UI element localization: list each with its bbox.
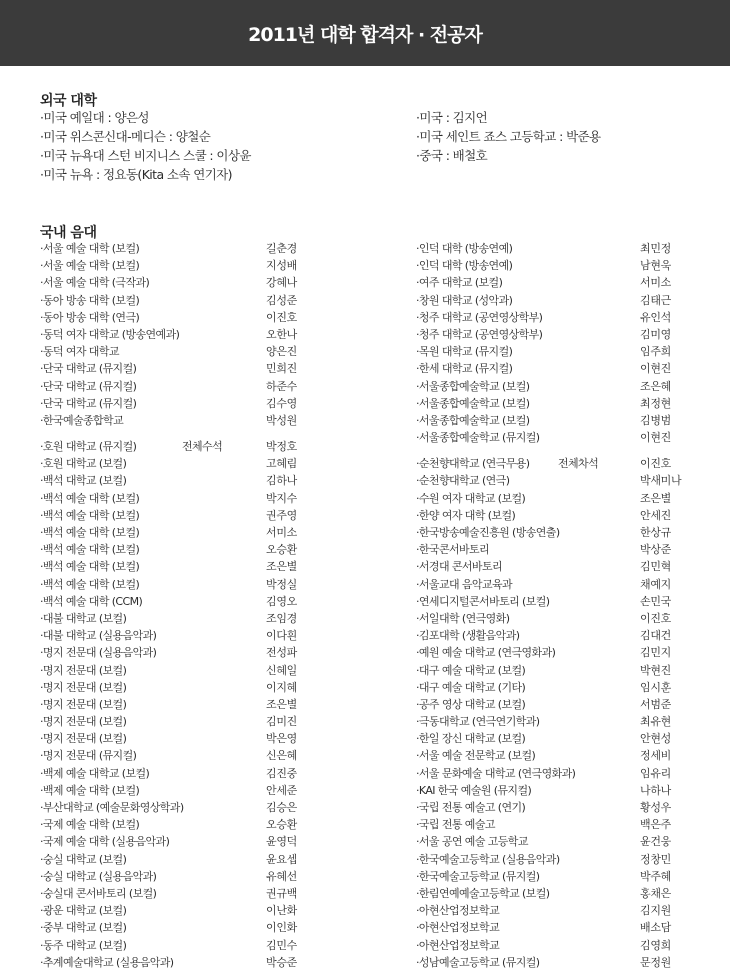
school-name: ·아현산업정보학교 [416, 921, 500, 935]
student-name: 최유현 [640, 715, 671, 729]
student-name: 한상규 [640, 526, 671, 539]
student-name: 김미진 [266, 715, 297, 729]
page-title: 2011년 대학 합격자 · 전공자 [248, 23, 482, 46]
school-name: ·연세디지털콘서바토리 (보컬) [416, 594, 550, 608]
school-name: ·단국 대학교 (뮤지컬) [40, 362, 137, 376]
admission-row [416, 919, 716, 936]
student-name: 김지원 [640, 904, 671, 918]
school-name: ·서울종합예술학교 (보컬) [416, 396, 530, 410]
student-name: 문정원 [640, 955, 671, 969]
admission-row [416, 576, 716, 593]
group-spacer [40, 429, 380, 438]
student-name: 조임경 [266, 611, 297, 625]
student-name: 박주혜 [640, 869, 671, 883]
school-name: ·서일대학 (연극영화) [416, 611, 510, 625]
school-name: ·공주 영상 대학교 (보컬) [416, 697, 526, 711]
abroad-list-item: ·미국 위스콘신대-메디슨 : 양철순 [40, 129, 211, 144]
admission-row [416, 429, 716, 446]
student-name: 황성우 [640, 801, 671, 814]
school-name: ·추계예술대학교 (실용음악과) [40, 955, 174, 969]
student-name: 박성원 [266, 413, 297, 427]
school-name: ·광운 대학교 (보컬) [40, 904, 127, 918]
admission-row [416, 309, 716, 326]
school-name: ·김포대학 (생활음악과) [416, 629, 520, 643]
student-name: 최정현 [640, 396, 671, 410]
abroad-list-item: ·미국 예일대 : 양은성 [40, 110, 149, 125]
student-name: 고혜림 [266, 457, 297, 471]
domestic-right-group-1 [416, 240, 716, 446]
admission-row [40, 799, 380, 816]
student-name: 조은별 [266, 697, 297, 711]
school-name: ·서울 예술 대학 (극작과) [40, 276, 150, 290]
section-title-abroad: 외국 대학 [40, 93, 97, 109]
admission-row [40, 679, 380, 696]
school-name: ·대구 예술 대학교 (기타) [416, 680, 526, 694]
school-name: ·백석 예술 대학 (CCM) [40, 594, 143, 608]
school-name: ·서울종합예술학교 (보컬) [416, 379, 530, 393]
student-name: 조은혜 [640, 379, 671, 393]
student-name: 배소담 [640, 921, 671, 935]
school-name: ·한국콘서바토리 [416, 543, 490, 557]
school-name: ·한림연예예술고등학교 (보컬) [416, 886, 550, 900]
school-name: ·국제 예술 대학 (보컬) [40, 818, 140, 832]
student-name: 이진호 [640, 611, 671, 625]
student-name: 김미영 [640, 327, 671, 341]
student-name: 홍채은 [640, 886, 671, 900]
student-name: 유혜선 [266, 869, 297, 883]
school-name: ·서울종합예술학교 (뮤지컬) [416, 431, 540, 445]
admission-row [416, 679, 716, 696]
admission-row [40, 730, 380, 747]
student-name: 정세비 [640, 749, 671, 763]
school-name: ·명지 전문대 (실용음악과) [40, 646, 157, 660]
student-name: 김영오 [266, 594, 297, 608]
school-name: ·백석 예술 대학 (보컬) [40, 526, 140, 539]
student-name: 이진호 [640, 457, 671, 471]
school-name: ·창원 대학교 (성악과) [416, 293, 513, 307]
student-name: 이지혜 [266, 680, 297, 694]
admission-row [416, 868, 716, 885]
student-name: 김민지 [640, 646, 671, 660]
school-name: ·서울교대 음악교육과 [416, 577, 513, 591]
school-name: ·중부 대학교 (보컬) [40, 921, 127, 935]
school-name: ·한국예술종합학교 [40, 413, 124, 427]
admission-row [40, 395, 380, 412]
school-name: ·명지 전문대 (보컬) [40, 697, 127, 711]
school-name: ·청주 대학교 (공연영상학부) [416, 310, 543, 324]
school-name: ·숭실 대학교 (실용음악과) [40, 869, 157, 883]
admission-row [40, 576, 380, 593]
student-name: 박상준 [640, 543, 671, 557]
school-name: ·국립 전통 예술고 [416, 818, 495, 832]
student-name: 이다흰 [266, 629, 297, 643]
school-name: ·백제 예술 대학 (보컬) [40, 783, 140, 797]
student-name: 신혜일 [266, 663, 297, 677]
domestic-right-group-2 [416, 455, 716, 971]
student-name: 박정호 [266, 440, 297, 454]
admission-row [40, 292, 380, 309]
school-name: ·아현산업정보학교 [416, 938, 500, 952]
school-name: ·백석 예술 대학 (보컬) [40, 577, 140, 591]
student-name: 김영희 [640, 938, 671, 952]
rank-note: 전체차석 [558, 457, 599, 471]
group-spacer [416, 446, 716, 455]
admission-row [40, 919, 380, 936]
student-name: 이인화 [266, 921, 297, 935]
student-name: 유인석 [640, 310, 671, 324]
admission-row [40, 490, 380, 507]
admission-row [40, 902, 380, 919]
school-name: ·서울 예술 전문학교 (보컬) [416, 749, 536, 763]
student-name: 안세진 [640, 508, 671, 522]
school-name: ·단국 대학교 (뮤지컬) [40, 379, 137, 393]
admission-row [40, 885, 380, 902]
admission-row [416, 902, 716, 919]
student-name: 박지수 [266, 491, 297, 505]
domestic-list-right [416, 240, 716, 971]
admission-row [40, 782, 380, 799]
admission-row [40, 257, 380, 274]
admission-row [40, 309, 380, 326]
school-name: ·명지 전문대 (뮤지컬) [40, 749, 137, 763]
admission-row [416, 851, 716, 868]
school-name: ·한양 여자 대학 (보컬) [416, 508, 516, 522]
student-name: 김승은 [266, 801, 297, 814]
admission-row [416, 954, 716, 971]
student-name: 양은진 [266, 345, 297, 359]
admission-row [416, 240, 716, 257]
student-name: 김민혁 [640, 560, 671, 574]
admission-row [416, 558, 716, 575]
student-name: 김태근 [640, 293, 671, 307]
admission-row [416, 747, 716, 764]
admission-row [40, 747, 380, 764]
admission-row [40, 610, 380, 627]
admission-row [40, 326, 380, 343]
school-name: ·한국방송예술진흥원 (방송연출) [416, 526, 560, 539]
school-name: ·서울 문화예술 대학교 (연극영화과) [416, 766, 576, 780]
admission-row [40, 851, 380, 868]
student-name: 김대건 [640, 629, 671, 643]
admission-row [40, 472, 380, 489]
admission-row [416, 541, 716, 558]
abroad-list-item: ·미국 뉴욕 : 정요동(Kita 소속 연기자) [40, 167, 232, 182]
admission-row [416, 885, 716, 902]
student-name: 전성파 [266, 646, 297, 660]
school-name: ·순천향대학교 (연극무용) [416, 457, 530, 471]
student-name: 안세준 [266, 783, 297, 797]
student-name: 김성준 [266, 293, 297, 307]
admission-row [416, 833, 716, 850]
school-name: ·백석 예술 대학 (보컬) [40, 508, 140, 522]
school-name: ·인덕 대학 (방송연예) [416, 242, 513, 255]
school-name: ·명지 전문대 (보컬) [40, 680, 127, 694]
admission-row [416, 610, 716, 627]
admission-row [40, 627, 380, 644]
school-name: ·순천향대학교 (연극) [416, 474, 510, 488]
school-name: ·한국예술고등학교 (실용음악과) [416, 852, 560, 866]
abroad-list-left [40, 108, 251, 184]
school-name: ·동덕 여자 대학교 (방송연예과) [40, 327, 180, 341]
school-name: ·한국예술고등학교 (뮤지컬) [416, 869, 540, 883]
admission-row [416, 292, 716, 309]
school-name: ·인덕 대학 (방송연예) [416, 259, 513, 273]
student-name: 이현진 [640, 431, 671, 445]
admission-row [416, 696, 716, 713]
student-name: 이진호 [266, 310, 297, 324]
school-name: ·백석 대학교 (보컬) [40, 474, 127, 488]
admission-row [416, 507, 716, 524]
school-name: ·한세 대학교 (뮤지컬) [416, 362, 513, 376]
school-name: ·서울 예술 대학 (보컬) [40, 259, 140, 273]
student-name: 손민국 [640, 594, 671, 608]
school-name: ·극동대학교 (연극연기학과) [416, 715, 540, 729]
student-name: 김민수 [266, 938, 297, 952]
school-name: ·동아 방송 대학 (연극) [40, 310, 140, 324]
student-name: 나하나 [640, 783, 671, 797]
school-name: ·동아 방송 대학 (보컬) [40, 293, 140, 307]
student-name: 하준수 [266, 379, 297, 393]
student-name: 조은별 [640, 491, 671, 505]
abroad-list-item: ·중국 : 배철호 [416, 148, 488, 163]
admission-row [416, 257, 716, 274]
school-name: ·KAI 한국 예술원 (뮤지컬) [416, 783, 532, 797]
school-name: ·백제 예술 대학교 (보컬) [40, 766, 150, 780]
admission-row [40, 360, 380, 377]
admission-row [40, 833, 380, 850]
student-name: 박승준 [266, 955, 297, 969]
school-name: ·예원 예술 대학교 (연극영화과) [416, 646, 556, 660]
admission-row [40, 558, 380, 575]
school-name: ·서울 예술 대학 (보컬) [40, 242, 140, 255]
admission-row [416, 816, 716, 833]
school-name: ·숭실대 콘서바토리 (보컬) [40, 886, 157, 900]
admission-row [416, 713, 716, 730]
student-name: 백은주 [640, 818, 671, 832]
student-name: 길춘경 [266, 242, 297, 255]
school-name: ·숭실 대학교 (보컬) [40, 852, 127, 866]
school-name: ·호원 대학교 (뮤지컬) [40, 440, 137, 454]
abroad-list-right [416, 108, 601, 165]
admission-row [416, 627, 716, 644]
section-title-domestic: 국내 음대 [40, 225, 97, 241]
student-name: 윤요셉 [266, 852, 297, 866]
admission-row [40, 954, 380, 971]
school-name: ·서울종합예술학교 (보컬) [416, 413, 530, 427]
school-name: ·성남예술고등학교 (뮤지컬) [416, 955, 540, 969]
admission-row [40, 412, 380, 429]
student-name: 채예지 [640, 577, 671, 591]
admission-row [416, 937, 716, 954]
school-name: ·대구 예술 대학교 (보컬) [416, 663, 526, 677]
student-name: 박현진 [640, 663, 671, 677]
admission-row [40, 662, 380, 679]
admission-row [416, 490, 716, 507]
admission-row [416, 326, 716, 343]
student-name: 남현욱 [640, 259, 671, 273]
page-header [0, 0, 730, 66]
domestic-left-group-1 [40, 240, 380, 429]
student-name: 이현진 [640, 362, 671, 376]
school-name: ·호원 대학교 (보컬) [40, 457, 127, 471]
abroad-list-item: ·미국 세인트 죠스 고등학교 : 박준용 [416, 129, 601, 144]
school-name: ·대불 대학교 (실용음악과) [40, 629, 157, 643]
student-name: 서미소 [266, 526, 297, 539]
school-name: ·대불 대학교 (보컬) [40, 611, 127, 625]
school-name: ·여주 대학교 (보컬) [416, 276, 503, 290]
school-name: ·청주 대학교 (공연영상학부) [416, 327, 543, 341]
student-name: 임유리 [640, 766, 671, 780]
school-name: ·수원 여자 대학교 (보컬) [416, 491, 526, 505]
rank-note: 전체수석 [182, 440, 223, 454]
school-name: ·명지 전문대 (보컬) [40, 715, 127, 729]
admission-row [416, 765, 716, 782]
admission-row [40, 765, 380, 782]
admission-row [40, 455, 380, 472]
admission-row [416, 799, 716, 816]
admission-row [416, 395, 716, 412]
student-name: 박정실 [266, 577, 297, 591]
student-name: 강혜나 [266, 276, 297, 290]
student-name: 서미소 [640, 276, 671, 290]
school-name: ·국제 예술 대학 (실용음악과) [40, 835, 170, 849]
admission-row [416, 472, 716, 489]
admission-row [416, 524, 716, 541]
student-name: 임시훈 [640, 680, 671, 694]
admission-row [40, 868, 380, 885]
student-name: 김수영 [266, 396, 297, 410]
admission-row [40, 937, 380, 954]
school-name: ·동덕 여자 대학교 [40, 345, 119, 359]
admission-row [40, 438, 380, 455]
admission-row [416, 360, 716, 377]
student-name: 서범준 [640, 697, 671, 711]
student-name: 민희진 [266, 362, 297, 376]
school-name: ·명지 전문대 (보컬) [40, 732, 127, 746]
admission-row [416, 274, 716, 291]
admission-row [40, 378, 380, 395]
admission-row [40, 240, 380, 257]
student-name: 권주영 [266, 508, 297, 522]
admission-row [416, 412, 716, 429]
admission-row [40, 524, 380, 541]
school-name: ·백석 예술 대학 (보컬) [40, 560, 140, 574]
school-name: ·부산대학교 (예술문화영상학과) [40, 801, 184, 814]
student-name: 윤영덕 [266, 835, 297, 849]
admission-row [416, 378, 716, 395]
admission-row [416, 343, 716, 360]
student-name: 권규백 [266, 886, 297, 900]
admission-row [416, 644, 716, 661]
admission-row [416, 455, 716, 472]
school-name: ·동주 대학교 (보컬) [40, 938, 127, 952]
admission-row [416, 782, 716, 799]
domestic-list-left [40, 240, 380, 971]
admission-row [40, 644, 380, 661]
student-name: 조은별 [266, 560, 297, 574]
admission-row [40, 541, 380, 558]
student-name: 정창민 [640, 852, 671, 866]
admission-row [40, 816, 380, 833]
admission-row [40, 274, 380, 291]
admission-row [40, 696, 380, 713]
abroad-list-item: ·미국 뉴욕대 스턴 비지니스 스쿨 : 이상윤 [40, 148, 251, 163]
school-name: ·백석 예술 대학 (보컬) [40, 543, 140, 557]
admission-row [40, 507, 380, 524]
school-name: ·백석 예술 대학 (보컬) [40, 491, 140, 505]
student-name: 임주희 [640, 345, 671, 359]
student-name: 김진중 [266, 766, 297, 780]
school-name: ·국립 전통 예술고 (연기) [416, 801, 526, 814]
admission-row [40, 593, 380, 610]
student-name: 박새미나 [640, 474, 682, 488]
student-name: 신은혜 [266, 749, 297, 763]
student-name: 오승환 [266, 818, 297, 832]
student-name: 오승환 [266, 543, 297, 557]
admission-row [416, 730, 716, 747]
student-name: 김병범 [640, 413, 671, 427]
domestic-left-group-2 [40, 438, 380, 971]
student-name: 안현성 [640, 732, 671, 746]
school-name: ·단국 대학교 (뮤지컬) [40, 396, 137, 410]
school-name: ·한일 장신 대학교 (보컬) [416, 732, 526, 746]
admission-row [416, 662, 716, 679]
school-name: ·서울 공연 예술 고등학교 [416, 835, 528, 849]
student-name: 지성배 [266, 259, 297, 273]
student-name: 윤건웅 [640, 835, 671, 849]
student-name: 최민정 [640, 242, 671, 255]
school-name: ·목원 대학교 (뮤지컬) [416, 345, 513, 359]
student-name: 이난화 [266, 904, 297, 918]
student-name: 박은영 [266, 732, 297, 746]
admission-row [40, 713, 380, 730]
abroad-list-item: ·미국 : 김지언 [416, 110, 488, 125]
school-name: ·서경대 콘서바토리 [416, 560, 503, 574]
school-name: ·아현산업정보학교 [416, 904, 500, 918]
admission-row [40, 343, 380, 360]
admission-row [416, 593, 716, 610]
student-name: 오한나 [266, 327, 297, 341]
school-name: ·명지 전문대 (보컬) [40, 663, 127, 677]
student-name: 김하나 [266, 474, 297, 488]
